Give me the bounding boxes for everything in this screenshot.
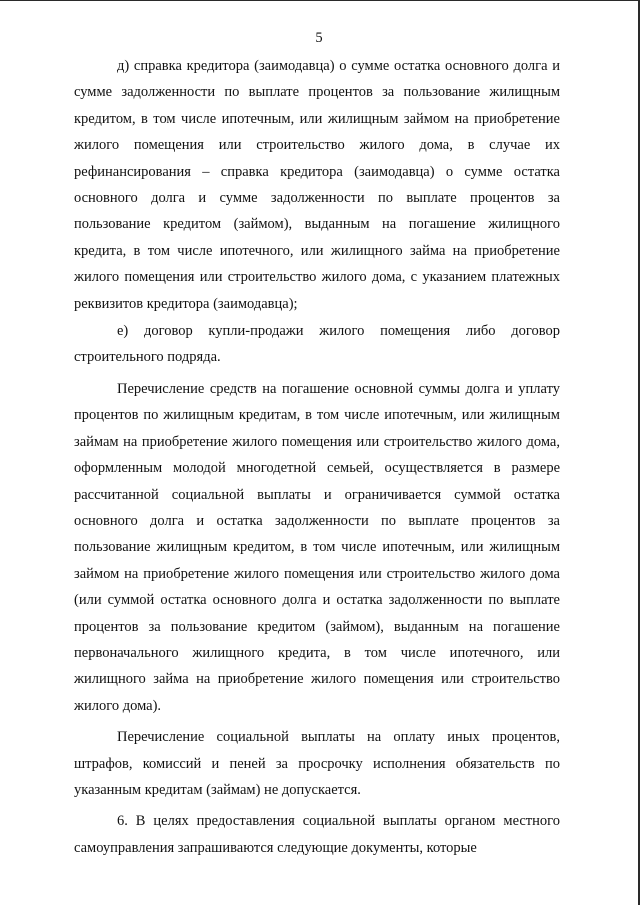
document-body	[74, 53, 560, 861]
paragraph-e-purchase-contract: е) договор купли-продажи жилого помещения либо договор строительного подряда.	[74, 323, 560, 366]
paragraph-transfer-of-funds: Перечисление средств на погашение основной суммы долга и уплату процентов по жилищным кредитам, в том числе ипотечным, или жилищным займам на приобретение жилого помещения или строительство жилого дома, оформленным молодой многодетной семьей, осуществляется в размере рассчитанной социальной выплаты и ограничивается суммой остатка основного долга и остатка задолженности по выплате процентов за пользование жилищным кредитом, в том числе ипотечным, или жилищным займом на приобретение жилого помещения или строительство жилого дома (или суммой остатка основного долга и остатка задолженности по выплате процентов за пользование кредитом (займом), выданным на погашение первоначального жилищного кредита, в том числе ипотечного, или жилищного займа на приобретение жилого помещения или строительство жилого дома).	[74, 380, 560, 714]
paragraph-item-6-documents: 6. В целях предоставления социальной выплаты органом местного самоуправления запрашиваются следующие документы, которые	[74, 813, 560, 856]
paragraph-d-creditor-certificate: д) справка кредитора (заимодавца) о сумме остатка основного долга и сумме задолженности по выплате процентов за пользование жилищным кредитом, в том числе ипотечным, или жилищным займом на приобретение жилого помещения или строительство жилого дома, в случае их рефинансирования – справка кредитора (заимодавца) о сумме остатка основного долга и сумме задолженности по выплате процентов за пользование кредитом (займом), выданным на погашение жилищного кредита, в том числе ипотечного, или жилищного займа на приобретение жилого помещения или строительство жилого дома, с указанием платежных реквизитов кредитора (заимодавца);	[74, 58, 560, 312]
paragraph-other-payments-not-allowed: Перечисление социальной выплаты на оплату иных процентов, штрафов, комиссий и пеней за просрочку исполнения обязательств по указанным кредитам (займам) не допускается.	[74, 729, 560, 798]
page-number: 5	[315, 30, 323, 46]
